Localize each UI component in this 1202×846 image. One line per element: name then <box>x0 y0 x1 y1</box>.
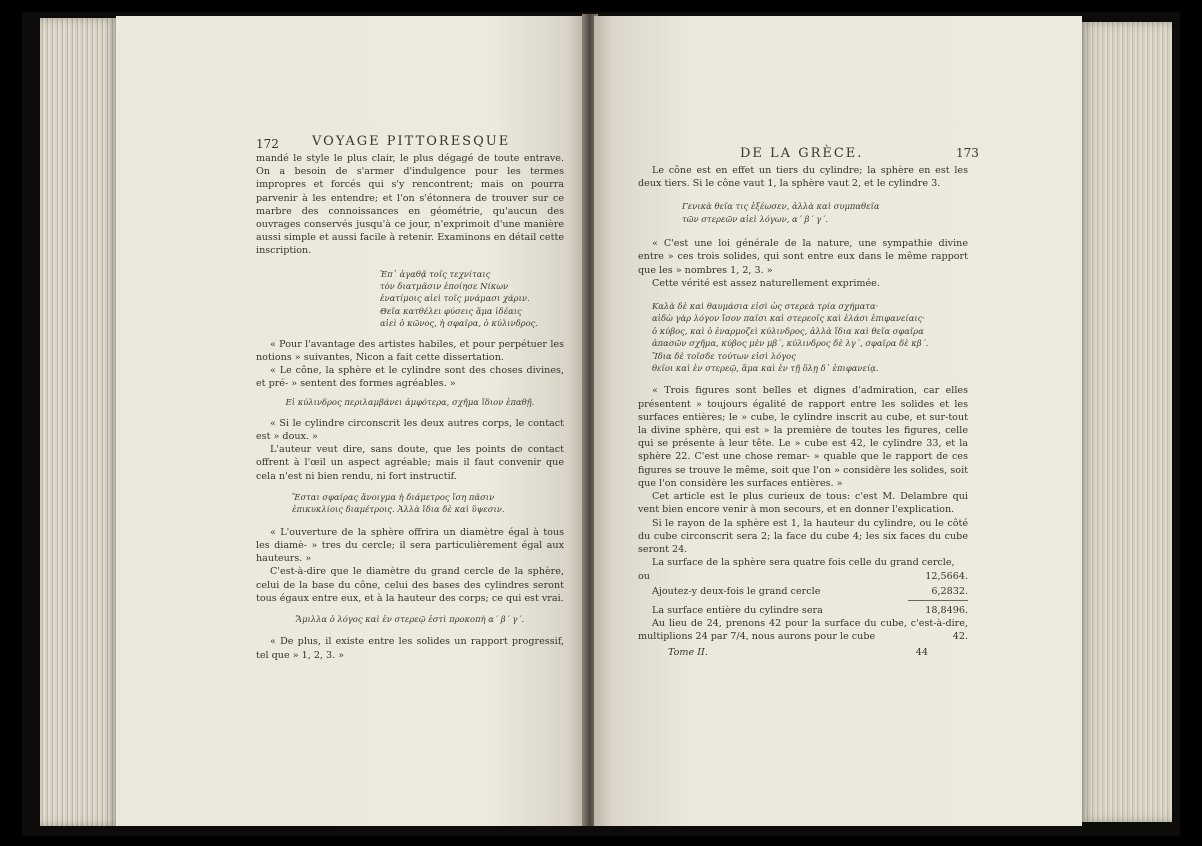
paragraph: mandé le style le plus clair, le plus dégagé de toute entrave. On a besoin de s'armer d'indulgence pour les termes impropres et forcés qui s'y rencontrent; mais on pourra parvenir à les entendre; et l'on s'étonnera de trouver sur ce marbre des connoissances en géométrie, qu'aucun des ouvrages conservés jusqu'à ce jour, n'exprimoit d'une manière aussi simple et aussi facile à retenir. Examinons en détail cette inscription. <box>256 153 564 257</box>
paragraph-text: Au lieu de 24, prenons 42 pour la surface du cube, c'est-à-dire, multiplions 24 par 7/4, nous aurons pour le cube <box>638 617 968 643</box>
greek-line: Εἰ κύλινδρος περιλαμβάνει ἀμφότερα, σχῆμα ἴδιον ἐπαθῇ. <box>285 397 535 408</box>
greek-line: Ἅμιλλα ὁ λόγος καὶ ἐν στερεῷ ἐστὶ προκοπὴ α΄ β΄ γ΄. <box>295 613 525 624</box>
right-page <box>594 16 1082 826</box>
translation-quote: « Le cône, la sphère et le cylindre sont des choses divines, et pré- » sentent des formes agréables. » <box>256 365 564 390</box>
translation-quote: « L'ouverture de la sphère offrira un diamètre égal à tous les diamè- » tres du cercle; il sera particulièrement égal aux hauteurs. » <box>256 526 564 565</box>
paragraph: Le cône est en effet un tiers du cylindre; la sphère en est les deux tiers. Si le cône vaut 1, la sphère vaut 2, et le cylindre 3. <box>638 165 968 190</box>
greek-line: Γενικὰ θεῖα τις ἐξέωσεν, ἀλλὰ καὶ συμπαθεῖα <box>682 201 880 212</box>
row-label: ou <box>638 571 650 583</box>
greek-line: ἐπικυκλίοις διαμέτροις. Ἀλλὰ ἴδια δὲ καὶ ὕψεσιν. <box>292 504 505 515</box>
volume-label: Tome II. <box>668 647 708 659</box>
page-footer <box>638 645 968 659</box>
sum-rule <box>908 600 968 601</box>
row-label: Ajoutez-y deux-fois le grand cercle <box>652 585 821 597</box>
paragraph: La surface de la sphère sera quatre fois celle du grand cercle, <box>652 557 955 569</box>
left-page-edges <box>40 18 118 826</box>
left-text-block <box>256 152 564 662</box>
translation-quote: « Si le cylindre circonscrit les deux autres corps, le contact est » doux. » <box>256 417 564 443</box>
calculation-row <box>638 584 968 598</box>
signature-mark: 44 <box>915 647 928 659</box>
left-page <box>116 16 586 826</box>
row-value: 6,2832. <box>931 585 968 597</box>
translation-quote: « Trois figures sont belles et dignes d'admiration, car elles présentent » toujours égalité de rapport entre les solides et les surfaces entières; le » cube, le cylindre inscrit au cube, et sur-tout la divine sphère, qui est » la première de toutes les figures, celle qui se présente à leur tête. Le » cube est 42, le cylindre 33, et la sphère 22. C'est une chose remar- » quable que le rapport de ces figures se trouve le même, soit que l'on » considère les solides, soit que l'on considère les surfaces entières. » <box>638 385 968 489</box>
row-value: 12,5664. <box>925 571 968 583</box>
paragraph: Cette vérité est assez naturellement exprimée. <box>652 277 880 289</box>
greek-line: Ἔσται σφαίρας ἄνοιγμα ἡ διάμετρος ἴση πᾶσιν <box>292 491 495 502</box>
greek-inscription <box>652 300 968 374</box>
greek-line: Καλὰ δὲ καὶ θαυμάσια εἰσὶ ὡς στερεὰ τρία σχήματα· <box>652 301 879 312</box>
paragraph: C'est-à-dire que le diamètre du grand cercle de la sphère, celui de la base du cône, celui des bases des cylindres seront tous égaux entre eux, et à la hauteur des corps; ce qui est vrai. <box>256 566 564 604</box>
paragraph <box>638 617 968 643</box>
translation-quote: « De plus, il existe entre les solides un rapport progressif, tel que » 1, 2, 3. » <box>256 636 564 661</box>
paragraph: Cet article est le plus curieux de tous: c'est M. Delambre qui vent bien encore venir à mon secours, et en donner l'explication. <box>638 491 968 516</box>
running-head-right: DE LA GRÈCE. <box>740 146 864 161</box>
greek-inscription <box>380 268 564 330</box>
greek-line: αἰεὶ ὁ κῶνος, ἡ σφαῖρα, ὁ κύλινδρος. <box>380 318 538 329</box>
greek-line: ἐνατίμοις αἰεὶ τοῖς μνάμασι χάριν. <box>380 293 530 304</box>
greek-line: Θεῖα κατθέλει φύσεις ἅμα ἰδέαις <box>380 305 522 316</box>
greek-line: αἰδὼ γὰρ λόγον ἴσον παῖσι καὶ στερεοῖς καὶ ἐλάσι ἐπιφανείαις· <box>652 313 925 324</box>
right-text-block <box>638 164 968 660</box>
translation-quote: « C'est une loi générale de la nature, une sympathie divine entre » ces trois solides, qui sont entre eux dans le même rapport que les » nombres 1, 2, 3. » <box>638 238 968 276</box>
greek-line: θεῖοι καὶ ἐν στερεῷ, ἅμα καὶ ἐν τῇ ὅλῃ δ᾽ ἐπιφανείᾳ. <box>652 363 879 374</box>
greek-line: Ἐπ᾽ ἀγαθᾷ τοῖς τεχνίταις <box>380 268 491 279</box>
page-number-right: 173 <box>956 146 979 160</box>
row-value: 42. <box>952 631 968 643</box>
greek-line: τὸν διατμᾶσιν ἐποίησε Νίκων <box>380 281 509 292</box>
row-value: 18,8496. <box>925 604 968 616</box>
page-number-left: 172 <box>256 137 279 151</box>
calculation-row <box>638 603 968 617</box>
greek-inscription <box>292 491 564 516</box>
greek-line: Ἴδια δὲ τοῖσδε τούτων εἰσὶ λόγος <box>652 350 796 361</box>
row-label: La surface entière du cylindre sera <box>652 604 823 616</box>
greek-inscription <box>682 200 968 225</box>
greek-line: τῶν στερεῶν αἰεὶ λόγων, α΄ β΄ γ΄. <box>682 213 829 224</box>
paragraph: Si le rayon de la sphère est 1, la hauteur du cylindre, ou le côté du cube circonscrit sera 2; la face du cube 4; les six faces du cube seront 24. <box>638 517 968 555</box>
translation-quote: « Pour l'avantage des artistes habiles, et pour perpétuer les notions » suivantes, Nicon a fait cette dissertation. <box>256 338 564 363</box>
greek-line: ἀπασῶν σχῆμα, κύβος μὲν μβ΄, κύλινδρος δὲ λγ΄, σφαῖρα δὲ κβ΄. <box>652 338 929 349</box>
greek-line: ὁ κύβος, καὶ ὁ ἐναρμοζεὶ κύλινδρος, ἀλλὰ ἴδια καὶ θεῖα σφαῖρα <box>652 325 924 336</box>
calculation-row <box>638 569 968 583</box>
running-head-left: VOYAGE PITTORESQUE <box>312 134 511 149</box>
right-page-edges <box>1080 22 1172 822</box>
paragraph: L'auteur veut dire, sans doute, que les points de contact offrent à l'œil un aspect agréable; mais il faut convenir que cela n'est ni bien rendu, ni fort instructif. <box>256 444 564 482</box>
